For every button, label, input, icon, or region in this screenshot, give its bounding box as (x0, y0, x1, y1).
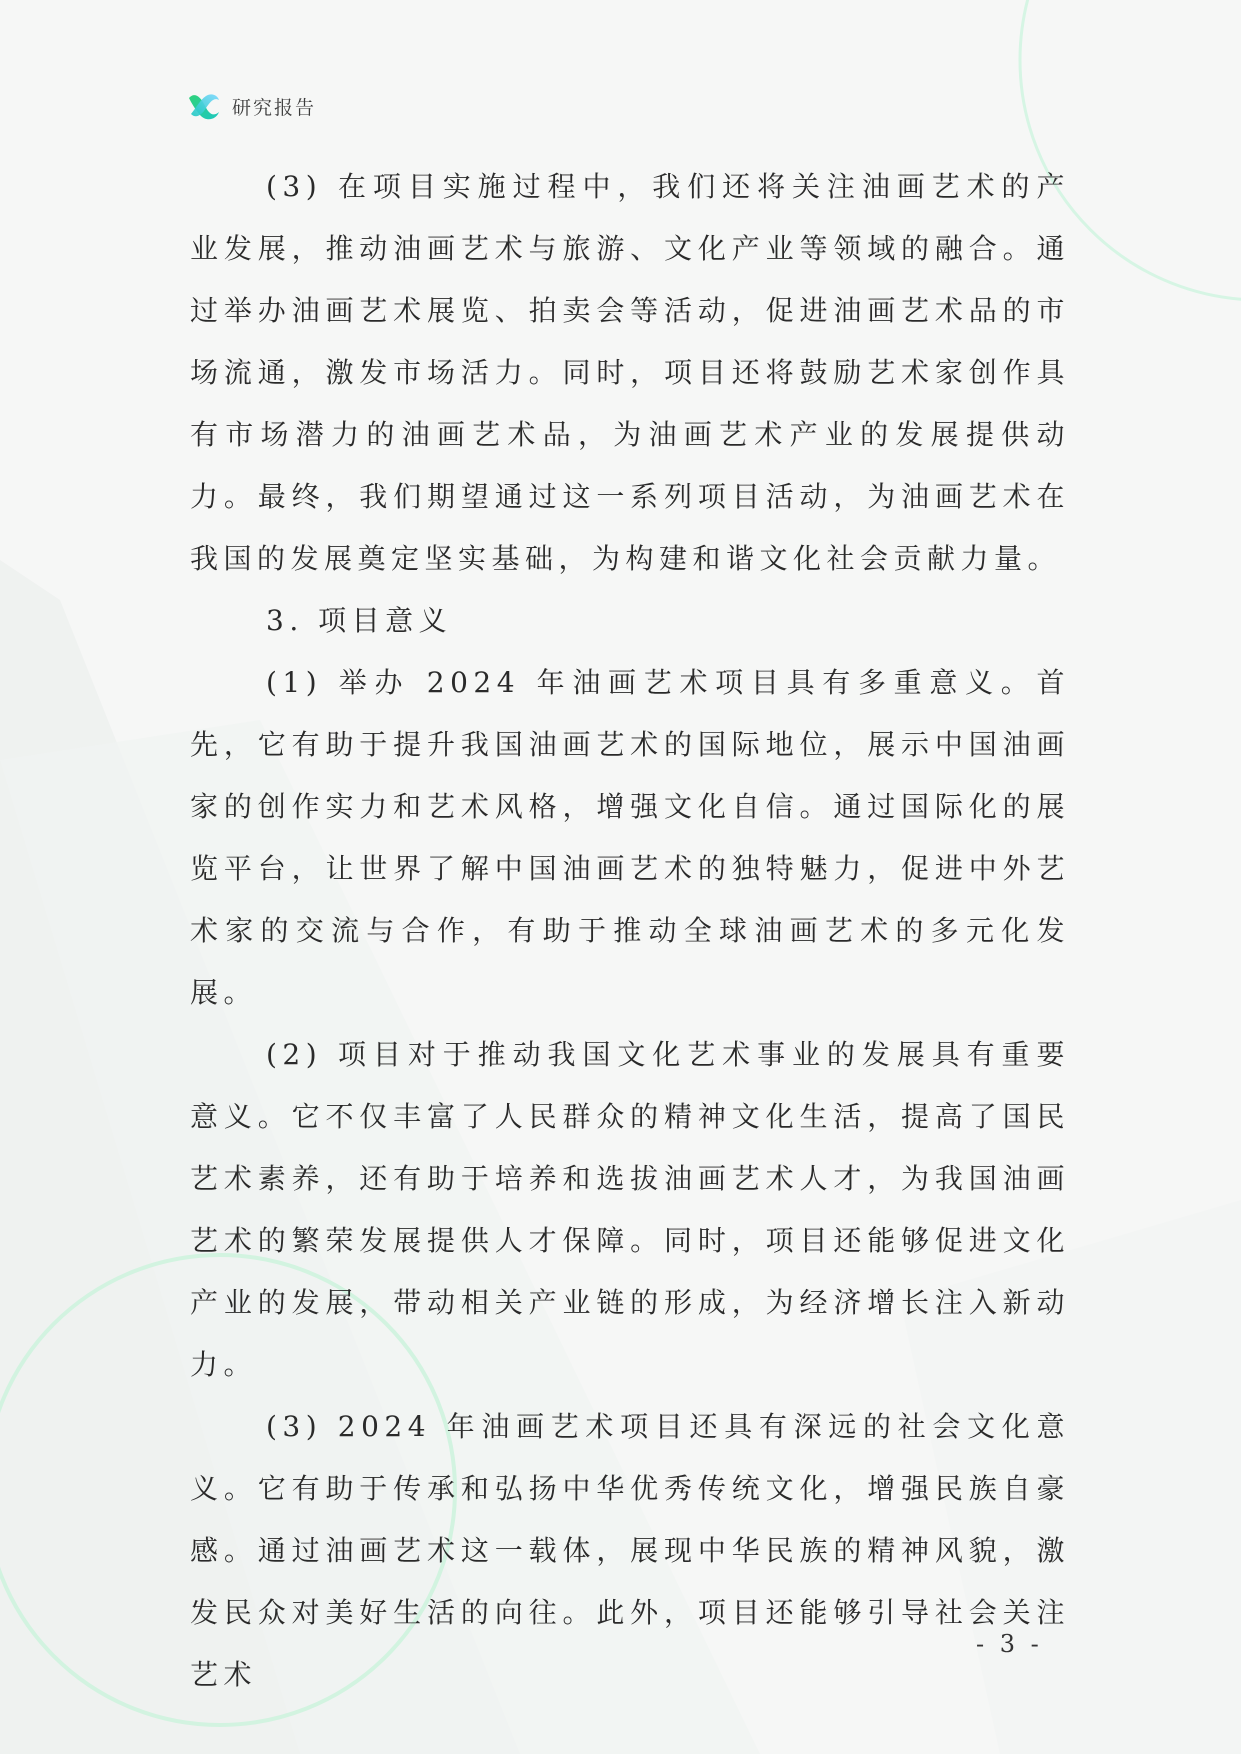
page-number: - 3 - (976, 1630, 1043, 1658)
document-body (190, 156, 1070, 1706)
body-paragraph: (3) 2024 年油画艺术项目还具有深远的社会文化意义。它有助于传承和弘扬中华优秀传统文化，增强民族自豪感。通过油画艺术这一载体，展现中华民族的精神风貌，激发民众对美好生活的向往。此外，项目还能够引导社会关注艺术 (190, 1410, 1070, 1691)
brand-logo-icon (186, 88, 222, 124)
body-paragraph: (1) 举办 2024 年油画艺术项目具有多重意义。首先，它有助于提升我国油画艺术的国际地位，展示中国油画家的创作实力和艺术风格，增强文化自信。通过国际化的展览平台，让世界了解中国油画艺术的独特魅力，促进中外艺术家的交流与合作，有助于推动全球油画艺术的多元化发展。 (190, 666, 1070, 1009)
body-paragraph: (2) 项目对于推动我国文化艺术事业的发展具有重要意义。它不仅丰富了人民群众的精神文化生活，提高了国民艺术素养，还有助于培养和选拔油画艺术人才，为我国油画艺术的繁荣发展提供人才保障。同时，项目还能够促进文化产业的发展，带动相关产业链的形成，为经济增长注入新动力。 (190, 1038, 1070, 1381)
body-paragraph: (3) 在项目实施过程中，我们还将关注油画艺术的产业发展，推动油画艺术与旅游、文化产业等领域的融合。通过举办油画艺术展览、拍卖会等活动，促进油画艺术品的市场流通，激发市场活力。同时，项目还将鼓励艺术家创作具有市场潜力的油画艺术品，为油画艺术产业的发展提供动力。最终，我们期望通过这一系列项目活动，为油画艺术在我国的发展奠定坚实基础，为构建和谐文化社会贡献力量。 (190, 170, 1070, 575)
report-title: 研究报告 (232, 96, 317, 119)
report-header (186, 88, 316, 124)
section-heading: 3. 项目意义 (266, 604, 453, 637)
